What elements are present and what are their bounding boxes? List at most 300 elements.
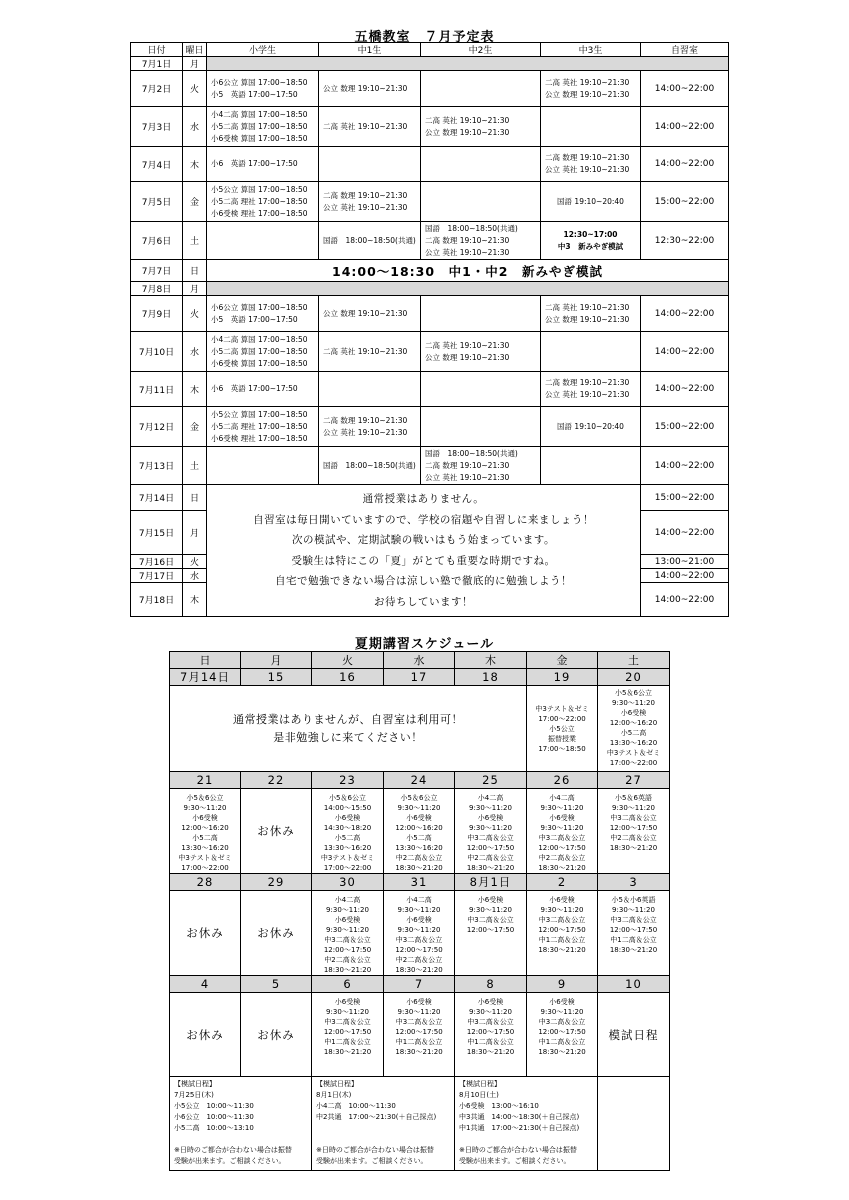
- date-number: 2: [527, 874, 598, 891]
- dow-cell: 日: [183, 485, 207, 511]
- self-study-cell: 12:30~22:00: [641, 222, 729, 260]
- text-line: 小6受検: [406, 814, 432, 822]
- text-line: 中3二高＆公立: [467, 834, 514, 842]
- text-line: [316, 1123, 450, 1134]
- table-row: [131, 182, 729, 222]
- text-line: 中1二高＆公立: [467, 1038, 514, 1046]
- text-line: 小6受検: [620, 709, 647, 717]
- text-line: 小6受検: [477, 814, 504, 822]
- text-line: 受験が出来ます。ご相談ください。: [174, 1157, 286, 1165]
- j2-cell: [421, 71, 541, 107]
- day-off: お休み: [241, 993, 312, 1077]
- text-line: 小5 英語 17:00~17:50: [211, 89, 298, 99]
- text-line: 振替授業: [548, 734, 576, 743]
- mock-exam-info: [312, 1077, 455, 1171]
- self-study-cell: 14:00~22:00: [641, 107, 729, 147]
- date-cell: 7月18日: [131, 583, 183, 617]
- text-line: 小5＆6公立: [329, 794, 366, 802]
- text-line: 小6受検: [549, 814, 575, 822]
- dow-cell: 火: [183, 71, 207, 107]
- text-line: 9:30～11:20: [469, 824, 512, 832]
- text-line: 14:30～18:20: [323, 824, 372, 832]
- summer-schedule-table: [169, 651, 670, 1171]
- text-line: 小6受検 理社 17:00~18:50: [211, 208, 308, 218]
- dow-cell: 水: [183, 107, 207, 147]
- text-line: 12:00～17:50: [609, 926, 658, 934]
- text-line: 18:30～21:20: [538, 864, 586, 872]
- text-line: 9:30～11:20: [540, 824, 584, 832]
- self-study-cell: 15:00~22:00: [641, 485, 729, 511]
- text-line: 中3二高＆公立: [467, 1018, 514, 1026]
- text-line: 公立 数理 19:10~21:30: [545, 89, 630, 99]
- text-line: 9:30～11:20: [469, 906, 512, 914]
- text-line: 中2二高＆公立: [610, 834, 657, 842]
- date-cell: 7月2日: [131, 71, 183, 107]
- text-line: 小5公立 算国 17:00~18:50: [211, 409, 308, 419]
- self-study-cell: 14:00~22:00: [641, 583, 729, 617]
- text-line: 9:30～11:20: [397, 906, 441, 914]
- self-study-cell: 14:00~22:00: [641, 447, 729, 485]
- text-line: [174, 1134, 307, 1145]
- j3-cell: [541, 147, 641, 182]
- j3-cell: [541, 407, 641, 447]
- text-line: 二高 英社 19:10~21:30: [323, 121, 408, 131]
- text-line: 小5二高 算国 17:00~18:50: [211, 121, 308, 131]
- text-line: 18:30～21:20: [609, 946, 658, 954]
- date-number: 27: [598, 772, 670, 789]
- text-line: 中3二高＆公立: [467, 916, 514, 924]
- dow-header: 月: [241, 652, 312, 669]
- table-row: [131, 296, 729, 332]
- text-line: 17:00～22:00: [538, 714, 586, 723]
- text-line: 18:30～21:20: [395, 864, 443, 872]
- text-line: 小5二高 理社 17:00~18:50: [211, 196, 308, 206]
- text-line: 18:30～21:20: [323, 1048, 372, 1056]
- elem-cell: [207, 182, 319, 222]
- text-line: 小6 英語 17:00~17:50: [211, 384, 298, 393]
- j3-cell: [541, 296, 641, 332]
- text-line: 12:00～17:50: [609, 824, 658, 832]
- text-line: 18:30～21:20: [466, 864, 515, 872]
- col-self-header: 自習室: [641, 43, 729, 57]
- text-line: 中3二高＆公立: [610, 814, 657, 822]
- j1-cell: [319, 296, 421, 332]
- text-line: 中3二高＆公立: [395, 1018, 443, 1026]
- table-row: [131, 332, 729, 372]
- elem-cell: [207, 372, 319, 407]
- j3-cell: [541, 107, 641, 147]
- j3-cell: [541, 182, 641, 222]
- dow-header: 火: [312, 652, 384, 669]
- text-line: 18:30～21:20: [466, 1048, 515, 1056]
- text-line: 中3テスト＆ゼミ: [535, 704, 589, 713]
- text-line: 中2二高＆公立: [395, 854, 443, 862]
- text-line: 【模試日程】: [459, 1080, 501, 1088]
- table-row: [131, 222, 729, 260]
- col-dow-header: 曜日: [183, 43, 207, 57]
- date-cell: 7月14日: [131, 485, 183, 511]
- date-cell: 7月4日: [131, 147, 183, 182]
- date-cell: 7月10日: [131, 332, 183, 372]
- text-line: 12:00～17:50: [538, 844, 586, 852]
- day-schedule: [527, 686, 598, 772]
- j1-cell: [319, 447, 421, 485]
- table-row: [131, 107, 729, 147]
- dow-cell: 木: [183, 583, 207, 617]
- col-j3-header: 中3生: [541, 43, 641, 57]
- text-line: 小6受検: [334, 998, 361, 1006]
- text-line: 是非勉強しに来てください！: [273, 730, 423, 744]
- table-row: [131, 407, 729, 447]
- text-line: 中1二高＆公立: [538, 936, 586, 944]
- text-line: 小6受検 理社 17:00~18:50: [211, 433, 308, 443]
- text-line: 公立 英社 19:10~21:30: [545, 390, 630, 399]
- date-cell: 7月9日: [131, 296, 183, 332]
- text-line: 中3二高＆公立: [324, 1018, 371, 1026]
- text-line: 12:00～16:20: [609, 719, 658, 727]
- text-line: 小5二高: [192, 834, 218, 842]
- date-number: 6: [312, 976, 384, 993]
- date-number: 4: [170, 976, 241, 993]
- dow-header: 水: [384, 652, 455, 669]
- mock-exam-info: [170, 1077, 312, 1171]
- date-number: 18: [455, 669, 527, 686]
- day-schedule: [598, 891, 670, 976]
- day-schedule: [527, 891, 598, 976]
- table-row: [131, 485, 729, 511]
- text-line: 二高 数理 19:10~21:30: [425, 235, 510, 245]
- text-line: 中2二高＆公立: [467, 854, 514, 862]
- schedule-title: 五橋教室 ７月予定表: [354, 30, 495, 45]
- table-row: [131, 447, 729, 485]
- text-line: 13:30～16:20: [323, 844, 372, 852]
- self-study-cell: 15:00~22:00: [641, 407, 729, 447]
- text-line: 小6受検: [334, 916, 361, 924]
- text-line: 中3二高＆公立: [395, 936, 443, 944]
- date-number: 19: [527, 669, 598, 686]
- day-schedule: [527, 993, 598, 1077]
- summer-title: 夏期講習スケジュール: [354, 637, 495, 652]
- text-line: 7月25日(木): [174, 1091, 214, 1099]
- j1-cell: [319, 182, 421, 222]
- text-line: 17:00～22:00: [323, 864, 372, 872]
- date-number: 5: [241, 976, 312, 993]
- text-line: 受験生は特にこの「夏」がとても重要な時期ですね。: [291, 554, 556, 567]
- text-line: 公立 英社 19:10~21:30: [323, 427, 408, 437]
- text-line: 二高 数理 19:10~21:30: [425, 460, 510, 470]
- text-line: 中3テスト＆ゼミ: [606, 749, 661, 757]
- text-line: 受験が出来ます。ご相談ください。: [459, 1157, 571, 1165]
- dow-cell: 木: [183, 147, 207, 182]
- day-schedule: [312, 891, 384, 976]
- text-line: 中2二高＆公立: [395, 956, 443, 964]
- day-schedule: [455, 789, 527, 874]
- text-line: 小4二高 算国 17:00~18:50: [211, 109, 308, 119]
- elem-cell: [207, 107, 319, 147]
- col-j1-header: 中1生: [319, 43, 421, 57]
- text-line: 中1二高＆公立: [324, 1038, 371, 1046]
- date-number: 21: [170, 772, 241, 789]
- date-number: 10: [598, 976, 670, 993]
- text-line: 9:30～11:20: [326, 926, 369, 934]
- text-line: ※日時のご都合が合わない場合は振替: [459, 1146, 577, 1154]
- day-schedule: [455, 891, 527, 976]
- text-line: 12:00～17:50: [466, 926, 515, 934]
- text-line: 9:30～11:20: [540, 906, 584, 914]
- dow-header: 日: [170, 652, 241, 669]
- text-line: 国語 18:00~18:50(共通): [425, 448, 518, 458]
- text-line: 小6受検: [477, 896, 504, 904]
- date-cell: 7月3日: [131, 107, 183, 147]
- self-study-cell: 14:00~22:00: [641, 147, 729, 182]
- day-off: お休み: [170, 993, 241, 1077]
- date-cell: 7月8日: [131, 282, 183, 296]
- self-study-cell: 14:00~22:00: [641, 296, 729, 332]
- j2-cell: [421, 296, 541, 332]
- text-line: 9:30～11:20: [397, 1008, 441, 1016]
- j2-cell: [421, 107, 541, 147]
- table-row: [131, 282, 729, 296]
- text-line: 国語 19:10~20:40: [557, 421, 624, 431]
- date-number: 3: [598, 874, 670, 891]
- text-line: 小6 英語 17:00~17:50: [211, 159, 298, 168]
- text-line: 小5＆小6英語: [611, 896, 656, 904]
- elem-cell: [207, 447, 319, 485]
- text-line: 小5二高: [406, 834, 432, 842]
- text-line: [459, 1134, 593, 1145]
- text-line: 小6受検: [334, 814, 361, 822]
- j2-cell: [421, 147, 541, 182]
- text-line: 二高 英社 19:10~21:30: [545, 77, 630, 87]
- text-line: 二高 英社 19:10~21:30: [545, 302, 630, 312]
- text-line: 小5二高: [620, 729, 647, 737]
- text-line: 小6受検 13:00～16:10: [459, 1102, 539, 1110]
- text-line: 9:30～11:20: [183, 804, 227, 812]
- self-study-cell: 13:00~21:00: [641, 555, 729, 569]
- text-line: 中3二高＆公立: [610, 916, 657, 924]
- text-line: 小4二高: [406, 896, 432, 904]
- text-line: 小5二高 算国 17:00~18:50: [211, 346, 308, 356]
- text-line: 9:30～11:20: [326, 1008, 369, 1016]
- text-line: 小6受検 算国 17:00~18:50: [211, 358, 308, 368]
- elem-cell: [207, 147, 319, 182]
- date-number: 30: [312, 874, 384, 891]
- text-line: 9:30～11:20: [397, 926, 441, 934]
- date-number: 20: [598, 669, 670, 686]
- day-schedule: [384, 891, 455, 976]
- text-line: 12:30~17:00: [563, 229, 618, 239]
- text-line: 12:00～17:50: [466, 844, 515, 852]
- text-line: 自宅で勉強できない場合は涼しい塾で徹底的に勉強しよう！: [275, 575, 572, 587]
- text-line: 12:00～16:20: [181, 824, 229, 832]
- closed-day-cell: [207, 57, 729, 71]
- text-line: 12:00～17:50: [395, 1028, 443, 1036]
- text-line: 小6受検: [192, 814, 218, 822]
- text-line: 18:30～21:20: [395, 1048, 443, 1056]
- text-line: 8月10日(土): [459, 1091, 499, 1099]
- text-line: 9:30～11:20: [469, 804, 512, 812]
- date-cell: 7月15日: [131, 511, 183, 555]
- text-line: 小6受検: [549, 896, 575, 904]
- elem-cell: [207, 222, 319, 260]
- text-line: 二高 数理 19:10~21:30: [545, 378, 630, 387]
- text-line: 小5＆6公立: [400, 794, 438, 802]
- self-study-cell: 14:00~22:00: [641, 511, 729, 555]
- table-row: [131, 71, 729, 107]
- day-schedule: [312, 993, 384, 1077]
- text-line: 国語 18:00~18:50(共通): [323, 235, 416, 245]
- j2-cell: [421, 447, 541, 485]
- text-line: 小6公立 10:00～11:30: [174, 1113, 254, 1121]
- text-line: 18:30～21:20: [538, 1048, 586, 1056]
- text-line: 12:00～17:50: [395, 946, 443, 954]
- dow-cell: 月: [183, 57, 207, 71]
- date-cell: 7月13日: [131, 447, 183, 485]
- date-cell: 7月17日: [131, 569, 183, 583]
- text-line: 小5二高 理社 17:00~18:50: [211, 421, 308, 431]
- text-line: 二高 数理 19:10~21:30: [545, 153, 630, 162]
- text-line: 13:30～16:20: [609, 739, 658, 747]
- text-line: 中1共通 17:00～21:30(＋自己採点): [459, 1124, 580, 1132]
- text-line: 小5＆6公立: [186, 794, 224, 802]
- text-line: 小6受検: [549, 998, 575, 1006]
- date-cell: 7月7日: [131, 260, 183, 282]
- text-line: 二高 数理 19:10~21:30: [323, 190, 408, 200]
- text-line: 公立 数理 19:10~21:30: [425, 127, 510, 137]
- text-line: 中3 新みやぎ模試: [557, 241, 624, 251]
- text-line: 小4二高 算国 17:00~18:50: [211, 334, 308, 344]
- date-number: 23: [312, 772, 384, 789]
- text-line: 9:30～11:20: [612, 906, 655, 914]
- day-schedule: [384, 993, 455, 1077]
- closed-day-cell: [207, 282, 729, 296]
- table-row: [131, 147, 729, 182]
- j1-cell: [319, 407, 421, 447]
- dow-header: 金: [527, 652, 598, 669]
- july-schedule-table: [130, 42, 729, 617]
- text-line: 9:30～11:20: [326, 906, 369, 914]
- text-line: 12:00～17:50: [538, 1028, 586, 1036]
- date-number: 31: [384, 874, 455, 891]
- j1-cell: [319, 71, 421, 107]
- self-study-note: [170, 686, 527, 772]
- date-number: 16: [312, 669, 384, 686]
- j2-cell: [421, 332, 541, 372]
- dow-cell: 金: [183, 182, 207, 222]
- date-cell: 7月6日: [131, 222, 183, 260]
- text-line: 小5二高: [334, 834, 361, 842]
- text-line: 公立 数理 19:10~21:30: [545, 314, 630, 324]
- text-line: 小6受検: [406, 998, 432, 1006]
- day-schedule: [455, 993, 527, 1077]
- date-cell: 7月5日: [131, 182, 183, 222]
- text-line: 17:00～22:00: [609, 759, 658, 767]
- text-line: 17:00～22:00: [181, 864, 229, 872]
- dow-cell: 火: [183, 555, 207, 569]
- self-study-cell: 14:00~22:00: [641, 372, 729, 407]
- col-date-header: 日付: [131, 43, 183, 57]
- dow-cell: 水: [183, 332, 207, 372]
- date-number: 8: [455, 976, 527, 993]
- dow-cell: 金: [183, 407, 207, 447]
- text-line: 小6受検: [477, 998, 504, 1006]
- self-study-cell: 15:00~22:00: [641, 182, 729, 222]
- text-line: 小5 英語 17:00~17:50: [211, 314, 298, 324]
- dow-cell: 日: [183, 260, 207, 282]
- text-line: 公立 英社 19:10~21:30: [425, 247, 510, 257]
- date-number: 7: [384, 976, 455, 993]
- j2-cell: [421, 182, 541, 222]
- text-line: ※日時のご都合が合わない場合は振替: [174, 1146, 292, 1154]
- text-line: 小6受検: [406, 916, 432, 924]
- dow-cell: 土: [183, 222, 207, 260]
- self-study-cell: 14:00~22:00: [641, 569, 729, 583]
- date-number: 26: [527, 772, 598, 789]
- self-study-cell: 14:00~22:00: [641, 71, 729, 107]
- text-line: 中2二高＆公立: [538, 854, 586, 862]
- dow-cell: 火: [183, 296, 207, 332]
- text-line: 14:00～15:50: [323, 804, 372, 812]
- text-line: 中3テスト＆ゼミ: [320, 854, 375, 862]
- dow-cell: 土: [183, 447, 207, 485]
- text-line: 小5＆6公立: [615, 689, 652, 697]
- dow-cell: 木: [183, 372, 207, 407]
- text-line: 公立 数理 19:10~21:30: [323, 83, 408, 93]
- j2-cell: [421, 407, 541, 447]
- text-line: 受験が出来ます。ご相談ください。: [316, 1157, 428, 1165]
- text-line: 公立 英社 19:10~21:30: [323, 202, 408, 212]
- date-number: 7月14日: [170, 669, 241, 686]
- text-line: 次の模試や、定期試験の戦いはもう始まっています。: [292, 534, 555, 546]
- text-line: 小4二高: [549, 794, 575, 802]
- date-cell: 7月1日: [131, 57, 183, 71]
- text-line: 中3二高＆公立: [538, 1018, 586, 1026]
- text-line: 公立 数理 19:10~21:30: [425, 352, 510, 362]
- mock-exam-info: [455, 1077, 598, 1171]
- text-line: 12:00～17:50: [323, 946, 372, 954]
- text-line: 小6公立 算国 17:00~18:50: [211, 77, 308, 87]
- date-number: 29: [241, 874, 312, 891]
- text-line: 【模試日程】: [174, 1080, 216, 1088]
- table-row: [131, 260, 729, 282]
- text-line: 18:30～21:20: [538, 946, 586, 954]
- text-line: 中1二高＆公立: [395, 1038, 443, 1046]
- date-cell: 7月16日: [131, 555, 183, 569]
- j3-cell: [541, 71, 641, 107]
- elem-cell: [207, 407, 319, 447]
- dow-header: 土: [598, 652, 670, 669]
- j2-cell: [421, 372, 541, 407]
- date-cell: 7月12日: [131, 407, 183, 447]
- date-number: 28: [170, 874, 241, 891]
- elem-cell: [207, 296, 319, 332]
- text-line: 二高 英社 19:10~21:30: [323, 346, 408, 356]
- text-line: 公立 数理 19:10~21:30: [323, 308, 408, 318]
- text-line: 小6受検 算国 17:00~18:50: [211, 133, 308, 143]
- col-elem-header: 小学生: [207, 43, 319, 57]
- text-line: 【模試日程】: [316, 1080, 358, 1088]
- text-line: 小5＆6英語: [615, 794, 652, 802]
- text-line: [316, 1134, 450, 1145]
- text-line: 9:30～11:20: [612, 804, 655, 812]
- date-number: 9: [527, 976, 598, 993]
- date-number: 25: [455, 772, 527, 789]
- text-line: 18:30～21:20: [609, 844, 658, 852]
- text-line: 中3二高＆公立: [538, 834, 586, 842]
- date-number: 24: [384, 772, 455, 789]
- text-line: 中3二高＆公立: [324, 936, 371, 944]
- text-line: 中3共通 14:00～18:30(＋自己採点): [459, 1113, 580, 1121]
